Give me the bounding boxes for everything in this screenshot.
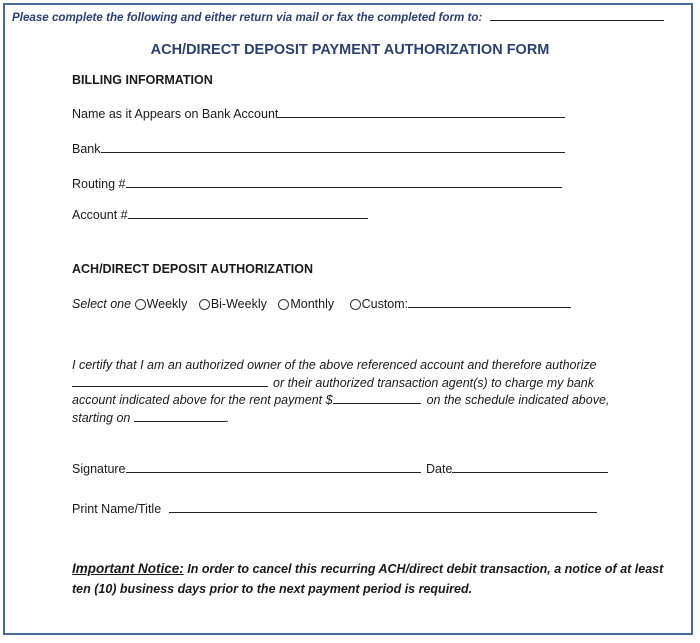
routing-label: Routing # [72,177,126,191]
payment-amount-field[interactable] [333,402,421,404]
weekly-radio[interactable] [135,299,146,310]
weekly-label: Weekly [146,297,188,311]
date-field[interactable] [452,471,608,473]
name-label: Name as it Appears on Bank Account [72,107,279,121]
cert-line-3-end: on the schedule indicated above, [426,393,610,407]
account-row [72,208,368,222]
authorized-party-field[interactable] [72,385,268,387]
important-notice [72,559,672,599]
notice-label: Important Notice: [72,561,184,576]
custom-radio[interactable] [350,299,361,310]
print-name-field[interactable] [169,511,597,513]
form-title: ACH/DIRECT DEPOSIT PAYMENT AUTHORIZATION FORM [150,42,550,58]
signature-label: Signature [72,462,126,476]
signature-row [72,462,608,476]
starting-on-label: starting on [72,410,131,425]
biweekly-radio[interactable] [199,299,210,310]
cert-line-2 [72,375,672,393]
cert-line-3-text: account indicated above for the rent payment $ [72,393,333,407]
frequency-row [72,297,571,311]
monthly-radio[interactable] [278,299,289,310]
select-one-label: Select one [72,297,132,311]
routing-row [72,177,562,191]
cert-line-1: I certify that I am an authorized owner of the above referenced account and therefore authorize [72,358,597,372]
start-date-field[interactable] [134,420,226,422]
authorization-heading: ACH/DIRECT DEPOSIT AUTHORIZATION [72,262,313,276]
custom-field[interactable] [408,306,571,308]
cert-line-3 [72,392,672,410]
bank-label: Bank [72,142,101,156]
form-instruction [12,11,664,24]
cert-line-4 [72,410,672,428]
certification-paragraph [72,357,672,427]
bank-row [72,142,565,156]
billing-heading: BILLING INFORMATION [72,73,213,87]
biweekly-label: Bi-Weekly [210,297,267,311]
name-row [72,107,565,121]
date-label: Date [426,462,453,476]
monthly-label: Monthly [290,297,335,311]
print-name-row [72,502,597,516]
print-name-label: Print Name/Title [72,502,162,516]
form-border [3,3,693,635]
signature-field[interactable] [126,471,421,473]
cert-period: . [225,410,230,425]
notice-text: In order to cancel this recurring ACH/direct debit transaction, a notice of at least ten (10) business days prior to the next payment period is required. [72,562,664,596]
instruction-text: Please complete the following and either return via mail or fax the completed form to: [12,11,483,24]
cert-line-2-text: or their authorized transaction agent(s) to charge my bank [273,375,595,390]
bank-field[interactable] [101,151,565,153]
routing-field[interactable] [126,186,562,188]
name-field[interactable] [278,116,565,118]
account-label: Account # [72,208,128,222]
account-field[interactable] [128,217,368,219]
return-address-field[interactable] [490,19,664,21]
custom-label: Custom: [361,297,409,311]
